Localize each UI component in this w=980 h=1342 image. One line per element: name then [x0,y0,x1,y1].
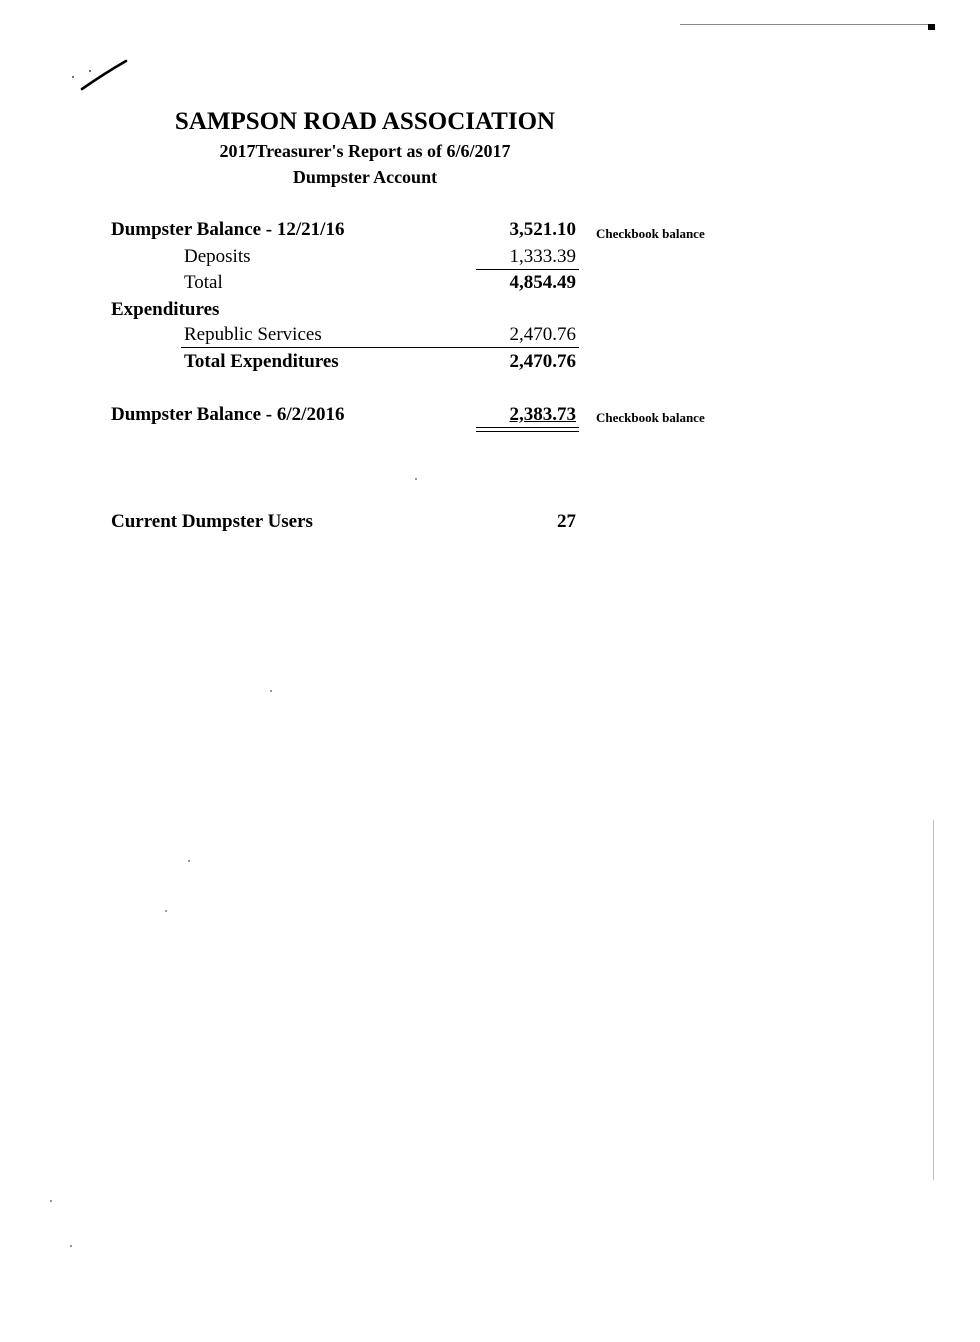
dust-speck [415,478,417,480]
current-users-label: Current Dumpster Users [111,511,313,532]
report-title: SAMPSON ROAD ASSOCIATION [174,108,556,135]
opening-balance-label: Dumpster Balance - 12/21/16 [111,219,345,240]
closing-balance-label: Dumpster Balance - 6/2/2016 [111,404,345,425]
opening-balance-note: Checkbook balance [596,226,705,241]
double-rule-bottom [476,431,579,432]
scan-artifact-edge [933,820,934,1180]
report-subtitle: 2017Treasurer's Report as of 6/6/2017 [219,141,511,161]
deposits-label: Deposits [184,246,251,267]
expenditures-heading: Expenditures [111,299,220,320]
scan-artifact-mark [928,24,935,30]
total-label: Total [184,272,223,293]
scan-artifact-line [680,24,930,25]
dust-speck [165,910,167,912]
dust-speck [188,860,190,862]
closing-balance-amount: 2,383.73 [509,404,576,425]
total-expenditures-amount: 2,470.76 [509,351,576,372]
current-users-count: 27 [557,511,576,532]
closing-balance-note: Checkbook balance [596,410,705,425]
republic-services-amount: 2,470.76 [509,324,576,345]
dust-speck [50,1200,52,1202]
republic-services-label: Republic Services [184,324,322,345]
opening-balance-amount: 3,521.10 [509,219,576,240]
expenditures-rule [181,347,579,348]
dust-speck [270,690,272,692]
total-expenditures-label: Total Expenditures [184,351,339,372]
subtotal-rule [476,269,579,270]
account-title: Dumpster Account [292,167,438,187]
deposits-amount: 1,333.39 [509,246,576,267]
double-rule-top [476,427,579,428]
total-amount: 4,854.49 [509,272,576,293]
pen-tick-mark [70,55,132,95]
dust-speck [70,1245,72,1247]
